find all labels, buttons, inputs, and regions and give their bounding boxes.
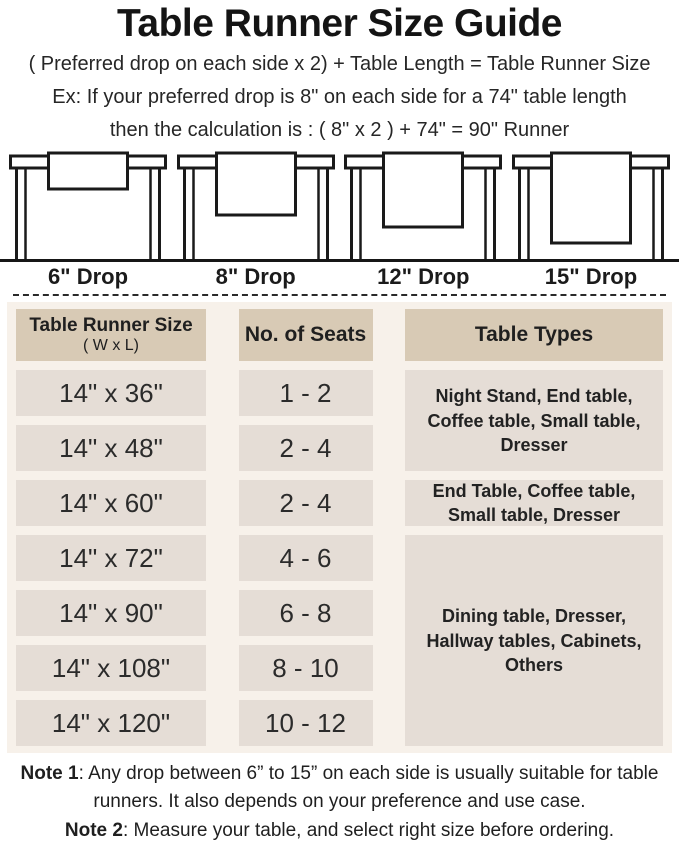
table-runner-drawing <box>511 151 671 259</box>
drop-labels-row <box>0 262 679 293</box>
drop-label-2: 8" Drop <box>215 263 296 289</box>
notes-section <box>0 760 679 845</box>
runner-size-header-cell <box>16 309 206 361</box>
drop-label-3: 12" Drop <box>377 263 470 289</box>
runner-size-cell-2: 14" x 48" <box>16 425 206 471</box>
column-runner-size <box>16 309 206 746</box>
table-runner-drawing <box>8 151 168 259</box>
table-illustration-1 <box>8 151 168 259</box>
runner-size-cell-6: 14" x 108" <box>16 645 206 691</box>
table-types-header-cell: Table Types <box>405 309 663 361</box>
formula-text: ( Preferred drop on each side x 2) + Table Length = Table Runner Size <box>28 52 651 75</box>
note-2 <box>2 817 678 845</box>
table-illustration-4 <box>511 151 671 259</box>
seats-cell-1: 1 - 2 <box>239 370 373 416</box>
seats-cell-3: 2 - 4 <box>239 480 373 526</box>
runner-size-cell-4: 14" x 72" <box>16 535 206 581</box>
seats-cell-4: 4 - 6 <box>239 535 373 581</box>
column-table-types <box>405 309 663 746</box>
example-line-2: then the calculation is : ( 8" x 2 ) + 74" = 90" Runner <box>109 118 570 141</box>
example-line-1: Ex: If your preferred drop is 8" on each side for a 74" table length <box>52 85 627 108</box>
seats-cell-5: 6 - 8 <box>239 590 373 636</box>
table-runner-drawing <box>176 151 336 259</box>
runner-size-header: Table Runner Size <box>29 315 193 337</box>
runner-size-cell-7: 14" x 120" <box>16 700 206 746</box>
table-illustration-2 <box>176 151 336 259</box>
note-2-text: : Measure your table, and select right size before ordering. <box>122 820 615 842</box>
table-runner-drawing <box>343 151 503 259</box>
table-illustration-3 <box>343 151 503 259</box>
runner-size-cell-3: 14" x 60" <box>16 480 206 526</box>
note-2-label: Note 2 <box>64 820 123 842</box>
seats-cell-2: 2 - 4 <box>239 425 373 471</box>
note-1 <box>2 760 678 816</box>
note-1-text: : Any drop between 6” to 15” on each side is usually suitable for table runners. It also depends on your preference and use case. <box>78 763 659 813</box>
note-1-label: Note 1 <box>20 763 79 785</box>
table-types-cell-1: Night Stand, End table, Coffee table, Small table, Dresser <box>405 370 663 471</box>
runner-size-subheader: ( W x L) <box>83 336 139 354</box>
drop-label-1: 6" Drop <box>47 263 129 289</box>
dashed-separator <box>13 294 666 296</box>
runner-size-cell-5: 14" x 90" <box>16 590 206 636</box>
seats-cell-6: 8 - 10 <box>239 645 373 691</box>
seats-cell-7: 10 - 12 <box>239 700 373 746</box>
column-seats <box>239 309 373 746</box>
table-types-cell-3: Dining table, Dresser, Hallway tables, Cabinets, Others <box>405 535 663 746</box>
seats-header-cell: No. of Seats <box>239 309 373 361</box>
table-types-cell-2: End Table, Coffee table, Small table, Dresser <box>405 480 663 526</box>
page-title: Table Runner Size Guide <box>116 2 563 45</box>
size-guide-table <box>7 302 672 753</box>
drop-figures-row <box>0 151 679 259</box>
drop-label-4: 15" Drop <box>544 263 638 289</box>
runner-size-cell-1: 14" x 36" <box>16 370 206 416</box>
